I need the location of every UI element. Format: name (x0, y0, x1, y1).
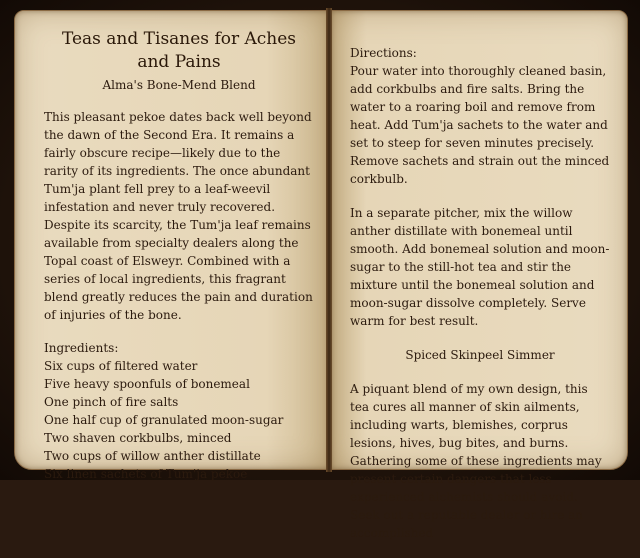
ingredient-item: Two shaven corkbulbs, minced (44, 431, 232, 445)
right-page-content (350, 44, 610, 558)
ingredient-item: Six cups of filtered water (44, 359, 198, 373)
directions-label: Directions: (350, 46, 417, 60)
ingredient-item: Five heavy spoonfuls of bonemeal (44, 377, 250, 391)
ingredient-item: One half cup of granulated moon-sugar (44, 413, 284, 427)
ingredient-item: Two cups of willow anther distillate (44, 449, 261, 463)
book-spine (326, 8, 332, 472)
left-page-content (44, 22, 314, 483)
second-recipe-text: A piquant blend of my own design, this tea cures all manner of skin ailments, including warts, blemishes, corprus lesions, hives, bug bites, and burns. Gathering some of these ingredients may present certain dangers that less experienced alchemists should avoid. Seek out a reputable dealer or hire an accomplished (350, 382, 602, 540)
intro-paragraph: This pleasant pekoe dates back well beyond the dawn of the Second Era. It remains a fairly obscure recipe—likely due to the rarity of its ingredients. The once abundant Tum'ja plant fell prey to a leaf-weevil infestation and never truly recovered. Despite its scarcity, the Tum'ja leaf remains available from specialty dealers along the Topal coast of Elsweyr. Combined with a series of local ingredients, this fragrant blend greatly reduces the pain and duration of injuries of the bone. (44, 110, 313, 322)
directions-paragraph-1: Pour water into thoroughly cleaned basin, add corkbulbs and fire salts. Bring the water to a roaring boil and remove from heat. Add Tum'ja sachets to the water and set to steep for seven minutes precisely. Remove sachets and strain out the minced corkbulb. (350, 64, 610, 186)
book-title: Teas and Tisanes for Aches and Pains (61, 29, 297, 72)
directions-paragraph-2: In a separate pitcher, mix the willow anther distillate with bonemeal until smooth. Add bonemeal solution and moon-sugar to the still-hot tea and stir the mixture until the bonemeal solution and moon-sugar dissolve completely. Serve warm for best result. (350, 206, 610, 328)
second-recipe-title: Spiced Skinpeel Simmer (405, 348, 555, 362)
ingredients-label: Ingredients: (44, 341, 119, 355)
ingredient-item: Six linen sachets of Tum'ja pekoe (44, 467, 248, 481)
recipe-subtitle: Alma's Bone-Mend Blend (102, 78, 256, 92)
ingredient-item: One pinch of fire salts (44, 395, 179, 409)
